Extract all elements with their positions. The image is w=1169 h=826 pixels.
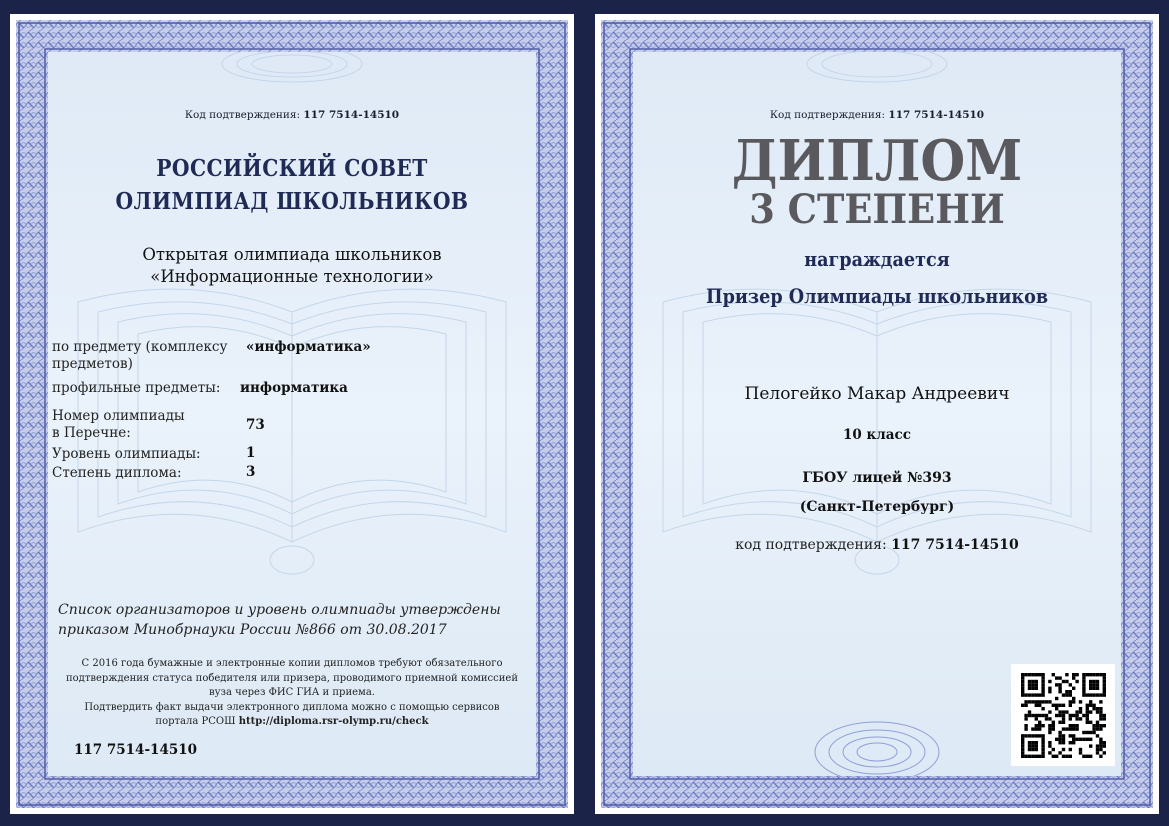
subject-label: по предмету (комплексу предметов) xyxy=(52,339,228,372)
level-label: Уровень олимпиады: xyxy=(52,446,201,462)
diploma-title: ДИПЛОМ xyxy=(731,128,1023,194)
olympiad-name: Открытая олимпиада школьников «Информационные технологии» xyxy=(142,245,442,286)
number-value: 73 xyxy=(246,417,265,433)
diploma-front-page xyxy=(595,14,1159,814)
prize-winner-title: Призер Олимпиады школьников xyxy=(705,284,1049,308)
degree-label: Степень диплома: xyxy=(52,465,182,481)
verification-link[interactable]: http://diploma.rsr-olymp.ru/check xyxy=(238,716,429,727)
subject-value: «информатика» xyxy=(246,339,371,355)
student-name: Пелогейко Макар Андреевич xyxy=(744,384,1010,404)
degree-value: 3 xyxy=(246,464,256,480)
confirmation-code-top: Код подтверждения: 117 7514-14510 xyxy=(769,109,985,121)
paper-area xyxy=(48,52,536,776)
profile-value: информатика xyxy=(240,380,348,396)
city: (Санкт-Петербург) xyxy=(799,499,955,515)
diploma-degree: 3 СТЕПЕНИ xyxy=(749,186,1005,233)
confirmation-code-line: код подтверждения: 117 7514-14510 xyxy=(735,537,1019,553)
diploma-back-page xyxy=(10,14,574,814)
profile-label: профильные предметы: xyxy=(52,380,221,396)
awarded-label: награждается xyxy=(804,247,950,271)
school: ГБОУ лицей №393 xyxy=(802,470,952,486)
organizers-note: Список организаторов и уровень олимпиады утверждены приказом Минобрнауки России №866 от 30.08.2017 xyxy=(58,602,501,638)
verification-notice: С 2016 года бумажные и электронные копии дипломов требуют обязательного подтверждения статуса победителя или призера, проводимого приемной комиссией вуза через ФИС ГИА и приема. Подтвердить факт выдачи электронного диплома можно с помощью сервисов портала РСОШ http://diploma.rsr-olymp.ru/check xyxy=(65,658,518,727)
qr-code xyxy=(1011,664,1115,766)
confirmation-code-bottom: 117 7514-14510 xyxy=(74,742,198,758)
paper-area xyxy=(633,52,1121,776)
grade: 10 класс xyxy=(843,427,911,443)
council-title: РОССИЙСКИЙ СОВЕТ ОЛИМПИАД ШКОЛЬНИКОВ xyxy=(115,155,469,215)
confirmation-code-top: Код подтверждения: 117 7514-14510 xyxy=(184,109,400,121)
qr-code-icon xyxy=(1011,664,1115,766)
number-label: Номер олимпиады в Перечне: xyxy=(52,408,185,441)
level-value: 1 xyxy=(246,445,256,461)
